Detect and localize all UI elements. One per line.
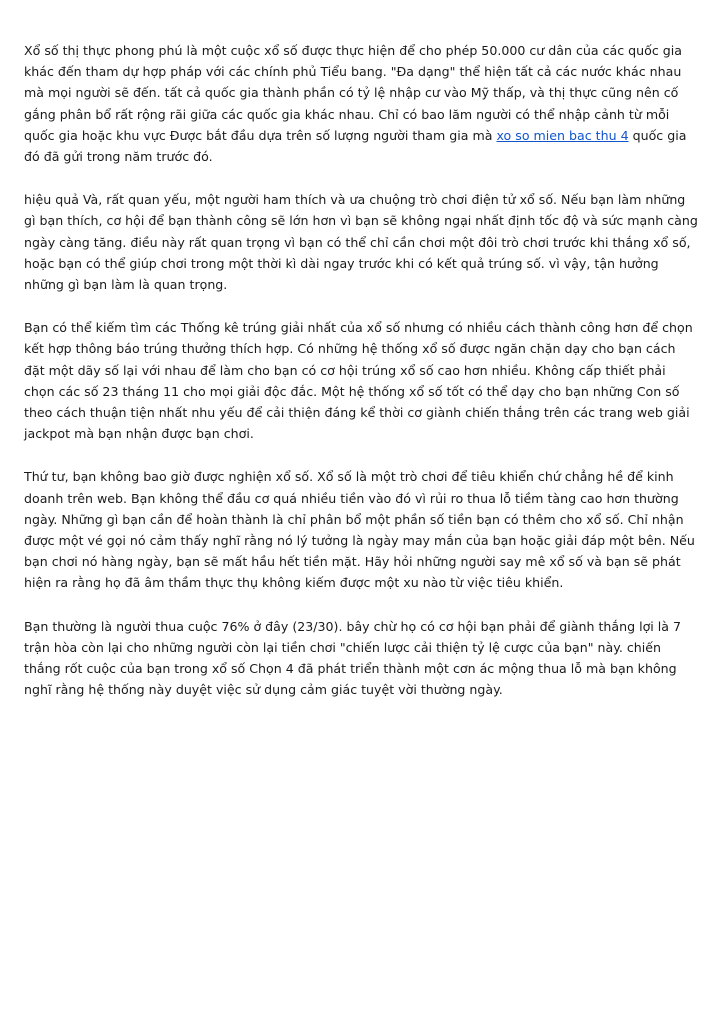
paragraph-4: Thứ tư, bạn không bao giờ được nghiện xổ số. Xổ số là một trò chơi để tiêu khiển chứ chẳng hề để kinh doanh trên web. Bạn không thể đầu cơ quá nhiều tiền vào đó vì rủi ro thua lỗ tiềm tàng cao hơn thường ngày. Những gì bạn cần để hoàn thành là chỉ phân bổ một phần số tiền bạn có thêm cho xổ số. Chỉ nhận được một vé gọi nó cảm thấy nghĩ rằng nó lý tưởng là ngày may mắn của bạn hoặc giải đáp một bên. Nếu bạn chơi nó hàng ngày, bạn sẽ mất hầu hết tiền mặt. Hãy hỏi những người say mê xổ số và bạn sẽ phát hiện ra rằng họ đã âm thầm thực thụ không kiếm được một xu nào từ việc tiêu khiển. — [24, 469, 695, 591]
paragraph-2: hiệu quả Và, rất quan yếu, một người ham thích và ưa chuộng trò chơi điện tử xổ số. Nếu bạn làm những gì bạn thích, cơ hội để bạn thành công sẽ lớn hơn vì bạn sẽ không ngại nhất định tốc độ và sức mạnh càng ngày càng tăng. điều này rất quan trọng vì bạn có thể chỉ cần chơi một đôi trò chơi trước khi thắng xổ số, hoặc bạn có thể giúp chơi trong một thời kì dài ngay trước khi có kết quả trúng số. vì vậy, tận hưởng những gì bạn làm là quan trọng. — [24, 192, 698, 293]
paragraph-1-text-before: Xổ số thị thực phong phú là một cuộc xổ số được thực hiện để cho phép 50.000 cư dân của các quốc gia khác đến tham dự hợp pháp với các chính phủ Tiểu bang. "Đa dạng" thể hiện tất cả các nước khác nhau mà mọi người sẽ đến. tất cả quốc gia thành phần có tỷ lệ nhập cư vào Mỹ thấp, và thị thực cũng nên cố gắng phân bổ rất rộng rãi giữa các quốc gia khác nhau. Chỉ có bao lăm người có thể nhập cảnh từ mỗi quốc gia hoặc khu vực Được bắt đầu dựa trên số lượng người tham gia mà — [24, 43, 682, 143]
paragraph-3: Bạn có thể kiếm tìm các Thống kê trúng giải nhất của xổ số nhưng có nhiều cách thành công hơn để chọn kết hợp thông báo trúng thưởng thích hợp. Có những hệ thống xổ số được ngăn chặn dạy cho bạn cách đặt một dãy số lại với nhau để làm cho bạn có cơ hội trúng xổ số cao hơn nhiều. Không cấp thiết phải chọn các số 23 tháng 11 cho mọi giải độc đắc. Một hệ thống xổ số tốt có thể dạy cho bạn những Con số theo cách thuận tiện nhất nhu yếu để cải thiện đáng kể thời cơ giành chiến thắng trên các trang web giải jackpot mà bạn nhận được bạn chơi. — [24, 320, 693, 442]
paragraph-1-text-after: quốc gia đó đã gửi trong năm trước đó. — [24, 127, 687, 165]
paragraph-1 — [24, 40, 698, 167]
lottery-link[interactable]: xo so mien bac thu 4 — [496, 127, 629, 143]
paragraph-5: Bạn thường là người thua cuộc 76% ở đây (23/30). bây chừ họ có cơ hội bạn phải để giành thắng lợi là 7 trận hòa còn lại cho những người còn lại tiền chơi "chiến lược cải thiện tỷ lệ cược của bạn" này. chiến thắng rốt cuộc của bạn trong xổ số Chọn 4 đã phát triển thành một cơn ác mộng thua lỗ mà bạn không nghĩ rằng hệ thống này duyệt việc sử dụng cảm giác tuyệt vời thường ngày. — [24, 618, 682, 698]
document-body — [24, 40, 698, 722]
